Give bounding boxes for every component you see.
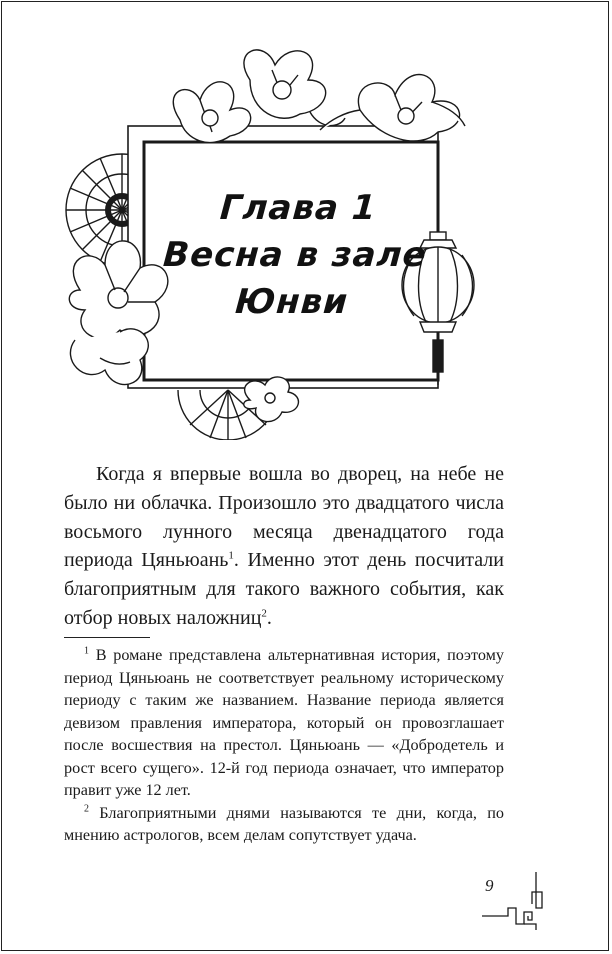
footnote-number: 1 bbox=[84, 645, 89, 657]
body-text-part1: Когда я впервые вошла во дворец, на небе не было ни облачка. Произошло это двадцатого числа восьмого лунного месяца двенадцатого года периода Цяньюань bbox=[64, 463, 504, 572]
footnote-ref-1[interactable]: 1 bbox=[228, 549, 234, 562]
chapter-title bbox=[145, 185, 445, 326]
chapter-name-line2: Юнви bbox=[233, 282, 350, 322]
chapter-name-line1: Весна в зале bbox=[161, 235, 429, 275]
page-number: 9 bbox=[485, 876, 494, 895]
footnote-divider bbox=[64, 637, 150, 638]
footnote-text: Благоприятными днями называются те дни, когда, по мнению астрологов, всем делам сопутствует удача. bbox=[64, 803, 504, 844]
footnote-1 bbox=[64, 644, 504, 802]
body-text-part2: . Именно этот день посчитали благоприятным для такого важного события, как отбор новых наложниц bbox=[64, 549, 504, 629]
body-text-part3: . bbox=[266, 606, 272, 629]
footnote-text: В романе представлена альтернативная история, поэтому период Цяньюань не соответствует реальному историческому периоду с таким же названием. Название периода является девизом правления императора, который он провозглашает после восшествия на престол. Цяньюань — «Добродетель и рост всего сущего». 12-й год периода означает, что император правит уже 12 лет. bbox=[64, 646, 504, 799]
body-paragraph bbox=[64, 460, 504, 633]
footnote-number: 2 bbox=[84, 803, 89, 815]
footnote-ref-2[interactable]: 2 bbox=[261, 607, 267, 620]
footnote-2 bbox=[64, 802, 504, 847]
chapter-number: Глава 1 bbox=[218, 188, 378, 228]
footnotes bbox=[64, 644, 504, 847]
